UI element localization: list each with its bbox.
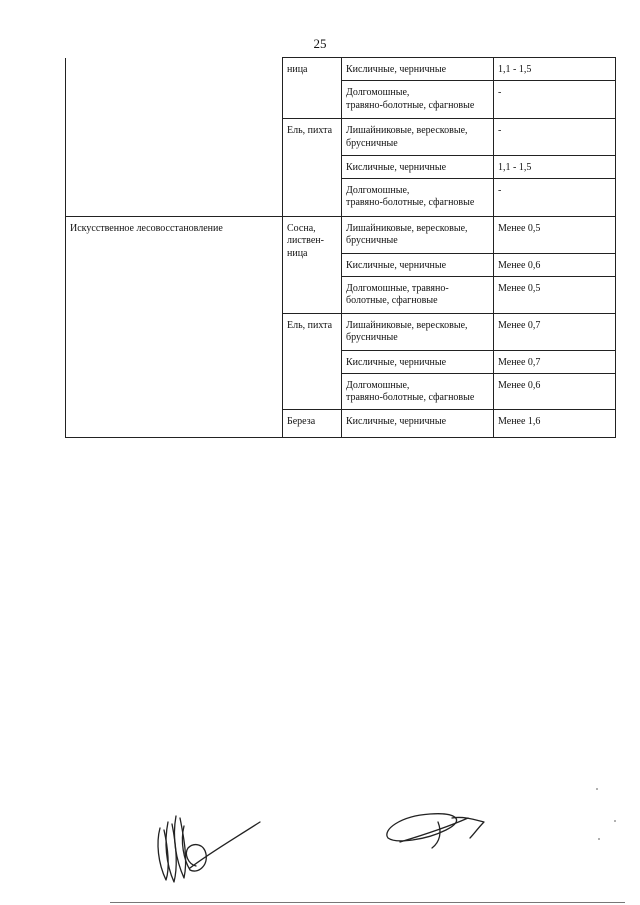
forest-type-cell: Долгомошные, травяно-болотные, сфагновые — [342, 373, 494, 409]
activity-cell — [66, 58, 283, 217]
value-cell: Менее 0,5 — [494, 216, 616, 253]
forest-type-cell: Лишайниковые, вересковые, брусничные — [342, 119, 494, 156]
species-cell: Ель, пихта — [283, 313, 342, 409]
scan-speck — [598, 838, 600, 840]
value-cell: - — [494, 178, 616, 216]
table-row — [66, 58, 616, 81]
value-cell: Менее 0,5 — [494, 276, 616, 313]
value-cell: - — [494, 119, 616, 156]
species-cell: Ель, пихта — [283, 119, 342, 217]
forest-type-cell: Кисличные, черничные — [342, 409, 494, 437]
value-cell: - — [494, 81, 616, 119]
value-cell: Менее 0,7 — [494, 313, 616, 350]
forest-type-cell: Кисличные, черничные — [342, 156, 494, 179]
species-cell: ница — [283, 58, 342, 119]
forest-type-cell: Долгомошные, травяно- болотные, сфагновые — [342, 276, 494, 313]
forest-type-cell: Лишайниковые, вересковые, брусничные — [342, 216, 494, 253]
species-cell: Береза — [283, 409, 342, 437]
value-cell: Менее 1,6 — [494, 409, 616, 437]
value-cell: Менее 0,6 — [494, 253, 616, 276]
forest-type-cell: Кисличные, черничные — [342, 350, 494, 373]
scan-border-line — [110, 902, 625, 903]
forest-type-cell: Кисличные, черничные — [342, 253, 494, 276]
value-cell: 1,1 - 1,5 — [494, 58, 616, 81]
species-cell: Сосна, листвен- ница — [283, 216, 342, 313]
forest-regeneration-table — [65, 57, 616, 438]
forest-type-cell: Лишайниковые, вересковые, брусничные — [342, 313, 494, 350]
page-number: 25 — [313, 36, 327, 51]
forest-type-cell: Кисличные, черничные — [342, 58, 494, 81]
forest-type-cell: Долгомошные, травяно-болотные, сфагновые — [342, 178, 494, 216]
table-row — [66, 216, 616, 253]
scan-speck — [614, 820, 616, 822]
activity-cell: Искусственное лесовосстановление — [66, 216, 283, 437]
value-cell: Менее 0,7 — [494, 350, 616, 373]
scan-speck — [596, 788, 598, 790]
value-cell: Менее 0,6 — [494, 373, 616, 409]
forest-type-cell: Долгомошные, травяно-болотные, сфагновые — [342, 81, 494, 119]
value-cell: 1,1 - 1,5 — [494, 156, 616, 179]
right-signature — [380, 808, 490, 856]
left-signature — [150, 808, 270, 886]
